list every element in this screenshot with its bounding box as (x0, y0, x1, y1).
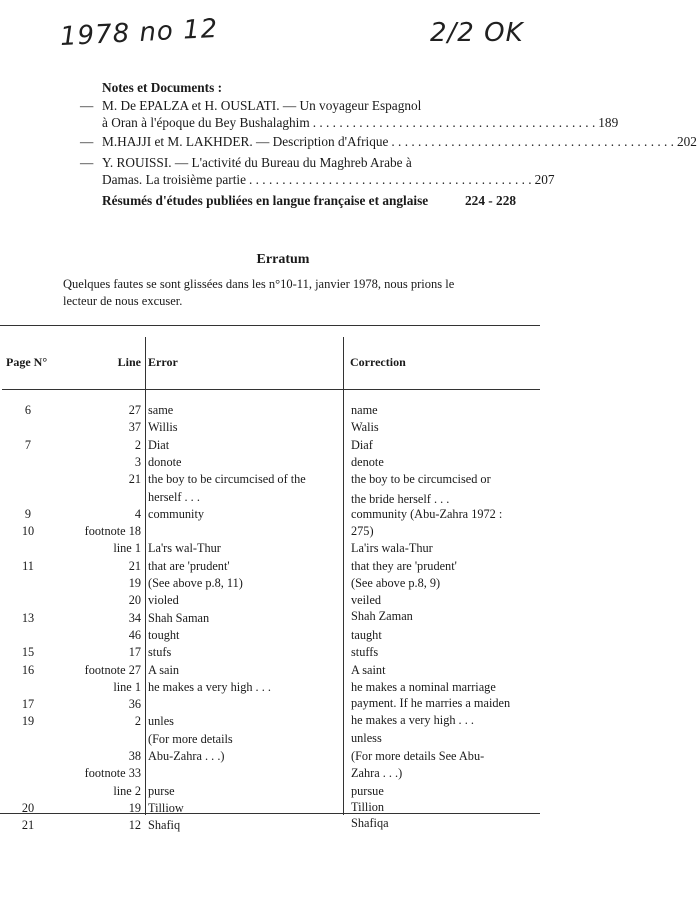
cell-page: 20 (21, 800, 35, 815)
header-correction: Correction (350, 355, 406, 369)
cell-correction: pursue (351, 783, 384, 798)
cell-error: community (148, 506, 205, 521)
cell-page: 9 (24, 506, 32, 521)
cell-page: 11 (22, 558, 34, 573)
cell-correction: the boy to be circumcised or (351, 472, 491, 487)
erratum-intro: Quelques fautes se sont glissées dans les n°10-11, janvier 1978, nous prions le lecteur de nous excuser. (63, 277, 455, 308)
cell-correction: the bride herself . . . (351, 491, 450, 506)
cell-correction: A saint (351, 662, 386, 677)
toc-entry-line2: Damas. La troisième partie (102, 172, 246, 187)
cell-correction: Shah Zaman (351, 608, 413, 623)
cell-line: line 1 (113, 541, 141, 556)
cell-line: 19 (128, 576, 141, 590)
cell-page: 6 (24, 403, 32, 417)
header-error: Error (148, 355, 178, 369)
cell-line: line 1 (113, 679, 141, 694)
toc-resumes (102, 193, 516, 209)
cell-error: herself . . . (148, 489, 200, 504)
cell-error: violed (148, 593, 179, 608)
toc-leader: . . . . . . . . . . . . . . . . . . . . . . . . . . . . . . . . . . . . . . . . . . . (312, 115, 596, 130)
column-divider (145, 337, 146, 815)
header-line: Line (117, 355, 141, 369)
cell-correction: community (Abu-Zahra 1972 : (351, 506, 503, 521)
cell-error: Abu-Zahra . . .) (148, 749, 225, 763)
toc-dash: — (80, 98, 94, 113)
toc-entry-page: 207 (534, 172, 555, 187)
cell-correction: he makes a nominal marriage (351, 679, 496, 694)
cell-error: A sain (148, 662, 180, 677)
cell-line: footnote 27 (84, 662, 141, 677)
toc-resumes-pages: 224 - 228 (465, 193, 516, 208)
toc-entry-line1: Y. ROUISSI. — L'activité du Bureau du Maghreb Arabe à (102, 155, 412, 170)
cell-error: purse (148, 783, 175, 798)
erratum-table (0, 325, 540, 833)
cell-error: Willis (148, 420, 178, 435)
cell-error: (For more details (148, 731, 233, 746)
cell-error: the boy to be circumcised of the (148, 472, 306, 487)
cell-line: 21 (128, 558, 141, 573)
toc-entry-page: 202 (676, 134, 697, 149)
cell-line: 38 (128, 749, 141, 763)
cell-line: footnote 18 (84, 524, 141, 539)
cell-correction: unless (351, 730, 382, 745)
cell-page: 15 (21, 645, 35, 660)
cell-line: 2 (134, 437, 141, 452)
table-header-rule (2, 389, 540, 390)
cell-correction: that they are 'prudent' (351, 558, 457, 573)
cell-correction: Zahra . . .) (351, 766, 403, 781)
cell-error: Shafiq (148, 818, 181, 833)
toc-dash: — (80, 155, 94, 170)
cell-correction: La'irs wala-Thur (351, 541, 433, 556)
toc-entry-line1: M. De EPALZA et H. OUSLATI. — Un voyageur Espagnol (102, 98, 422, 113)
cell-error: same (148, 403, 174, 417)
toc-leader: . . . . . . . . . . . . . . . . . . . . . . . . . . . . . . . . . . . . . . . . . . . (249, 172, 532, 187)
cell-page: 16 (21, 662, 35, 677)
toc-section (80, 80, 697, 220)
cell-line: 36 (128, 697, 141, 712)
cell-error: donote (148, 454, 182, 469)
cell-error: that are 'prudent' (148, 558, 230, 573)
cell-error: stufs (148, 645, 172, 660)
toc-entry-line1: M.HAJJI et M. LAKHDER. — Description d'Afrique (102, 134, 389, 149)
cell-correction: denote (351, 454, 384, 469)
column-divider (343, 337, 344, 815)
toc-resumes-text: Résumés d'études publiées en langue française et anglaise (102, 193, 429, 208)
cell-error: tought (148, 627, 180, 642)
cell-error: he makes a very high . . . (148, 679, 271, 694)
handwritten-check-note: 2/2 OK (430, 18, 524, 48)
cell-correction: stuffs (351, 645, 379, 660)
cell-line: 27 (128, 403, 141, 417)
cell-error: Diat (148, 437, 170, 452)
cell-page: 10 (21, 524, 35, 539)
erratum-title: Erratum (256, 252, 310, 267)
table-top-rule (0, 325, 540, 326)
cell-correction: Shafiqa (351, 816, 389, 831)
cell-line: 4 (134, 506, 141, 521)
toc-dash: — (80, 134, 94, 149)
cell-error: La'rs wal-Thur (148, 541, 221, 556)
cell-correction: Tillion (351, 799, 385, 814)
cell-line: 2 (134, 714, 141, 729)
cell-correction: Walis (351, 420, 379, 435)
toc-leader: . . . . . . . . . . . . . . . . . . . . . . . . . . . . . . . . . . . . . . . . . . . (391, 134, 674, 149)
cell-error: Shah Saman (148, 610, 210, 625)
handwritten-issue-note: 1978 no 12 (59, 13, 219, 53)
toc-entry-page: 189 (598, 115, 619, 130)
cell-correction: he makes a very high . . . (351, 713, 474, 728)
cell-page: 19 (21, 714, 35, 729)
cell-line: 19 (128, 800, 141, 815)
toc-heading: Notes et Documents : (102, 80, 223, 95)
cell-correction: taught (351, 627, 382, 642)
cell-correction: payment. If he marries a maiden (351, 696, 511, 711)
cell-line: 37 (128, 420, 141, 435)
toc-entry-line2: à Oran à l'époque du Bey Bushalaghim (102, 115, 310, 130)
cell-line: 34 (128, 610, 141, 625)
cell-error: Tilliow (148, 800, 184, 815)
cell-page: 17 (21, 697, 35, 712)
cell-page: 7 (24, 437, 32, 452)
cell-correction: 275) (351, 524, 374, 539)
cell-correction: (See above p.8, 9) (351, 576, 441, 590)
cell-correction: name (351, 403, 378, 417)
cell-line: line 2 (113, 783, 141, 798)
cell-correction: (For more details See Abu- (351, 749, 485, 763)
header-page: Page N° (6, 355, 48, 369)
cell-correction: veiled (351, 593, 382, 608)
cell-correction: Diaf (351, 437, 373, 452)
cell-line: 20 (128, 593, 141, 608)
cell-line: footnote 33 (84, 766, 141, 781)
cell-page: 21 (21, 818, 35, 833)
cell-line: 46 (128, 627, 141, 642)
cell-line: 17 (128, 645, 141, 660)
cell-line: 3 (134, 454, 141, 469)
cell-error: (See above p.8, 11) (148, 576, 243, 590)
cell-page: 13 (21, 610, 35, 625)
cell-line: 21 (128, 472, 141, 487)
cell-error: unles (148, 714, 174, 729)
cell-line: 12 (128, 818, 141, 833)
